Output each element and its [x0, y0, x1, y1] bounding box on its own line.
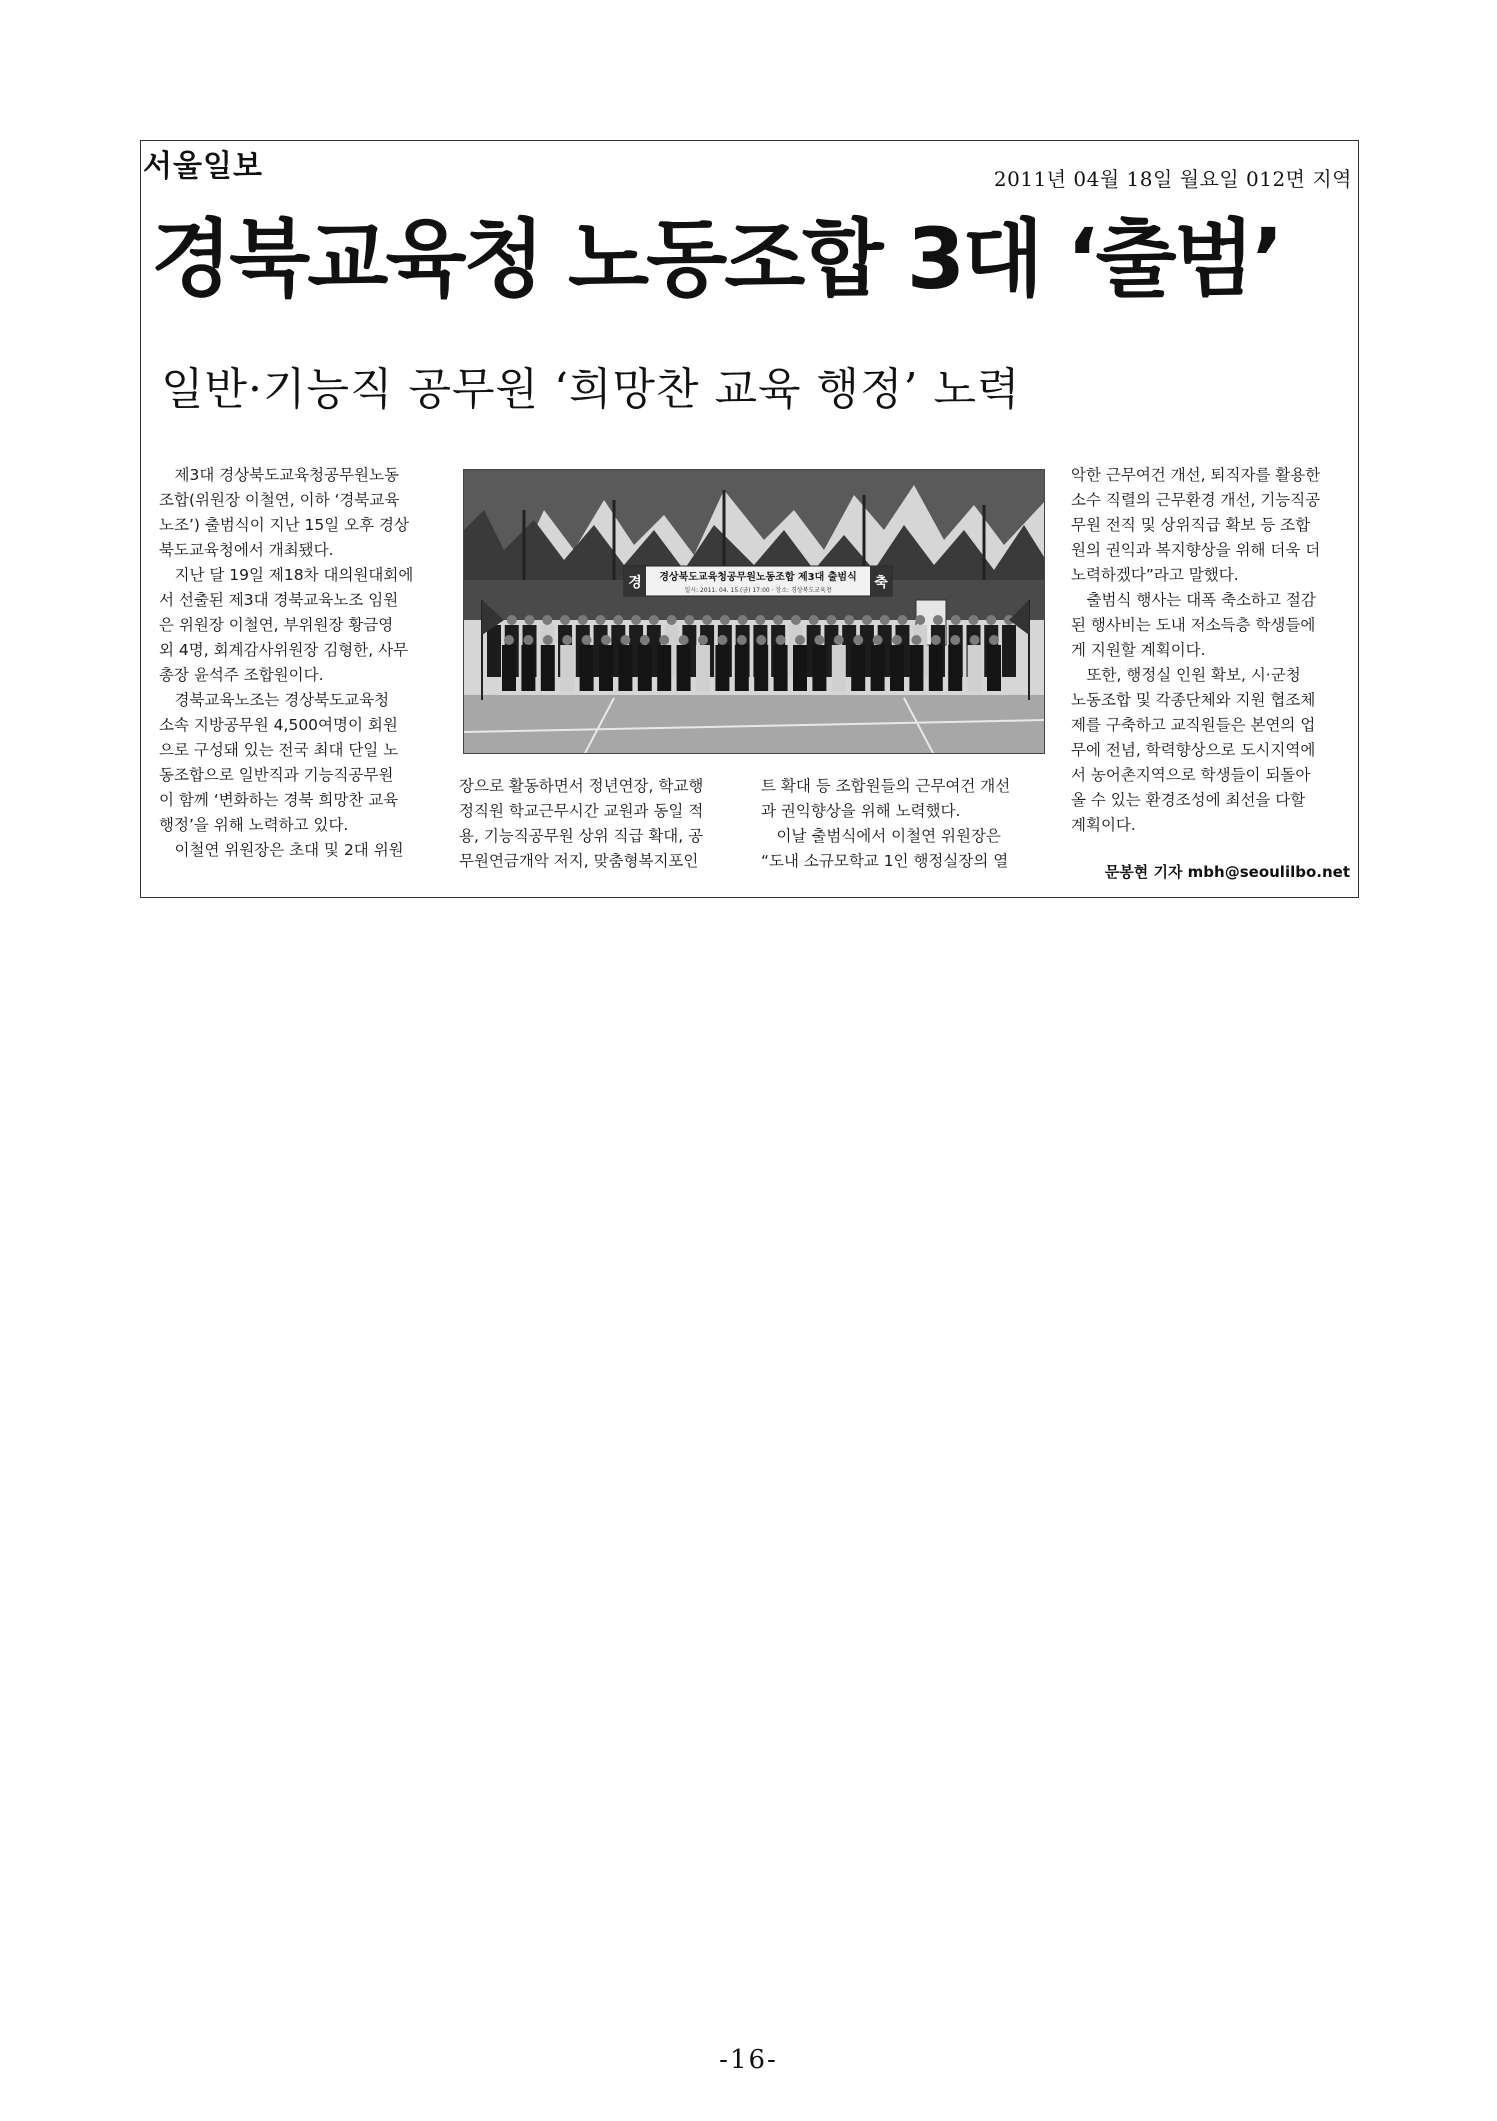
article-line: 소수 직렬의 근무환경 개선, 기능직공 [1071, 491, 1321, 509]
crowd-person-body [618, 645, 632, 691]
article-line: “도내 소규모학교 1인 행정실장의 열 [761, 852, 1009, 870]
crowd-person-head [523, 635, 533, 645]
byline: 문봉현 기자 mbh@seoulilbo.net [1104, 863, 1350, 881]
page-number: -16- [719, 2045, 778, 2075]
crowd-person-head [809, 615, 819, 625]
crowd-person-body [929, 645, 943, 691]
article-line: 무원 전직 및 상위직급 확보 등 조합 [1071, 516, 1311, 534]
crowd-person-head [601, 635, 611, 645]
article-line: 서 선출된 제3대 경북교육노조 임원 [159, 591, 399, 609]
banner-left-char: 경 [628, 575, 642, 591]
article-line: 외 4명, 회계감사위원장 김형한, 사무 [159, 641, 409, 659]
crowd-person-head [684, 615, 694, 625]
crowd-person-body [487, 625, 501, 677]
crowd-person-head [915, 615, 925, 625]
article-line: 트 확대 등 조합원들의 근무여건 개선 [761, 777, 1011, 795]
group-photo-image [464, 470, 1045, 754]
crowd-person-head [702, 615, 712, 625]
crowd-person-body [812, 645, 826, 691]
article-line: 또한, 행정실 인원 확보, 시·군청 [1071, 666, 1301, 684]
article-line: 이철연 위원장은 초대 및 2대 위원 [159, 841, 404, 859]
article-line: 노조’) 출범식이 지난 15일 오후 경상 [159, 516, 409, 534]
crowd-person-head [504, 635, 514, 645]
article-line: 된 행사비는 도내 저소득층 학생들에 [1071, 616, 1316, 634]
crowd-person-head [814, 635, 824, 645]
article-line: 행정’을 위해 노력하고 있다. [159, 816, 349, 834]
crowd-person-head [844, 615, 854, 625]
crowd-person-body [638, 645, 652, 691]
crowd-person-body [832, 645, 846, 691]
article-line: 경북교육노조는 경상북도교육청 [159, 691, 390, 709]
article-line: 장으로 활동하면서 정년연장, 학교행 [459, 777, 704, 795]
crowd-person-body [948, 645, 962, 691]
newspaper-name: 서울일보 [143, 149, 263, 184]
article-line: 무원연금개악 저지, 맞춤형복지포인 [459, 852, 699, 870]
crowd-person-body [968, 645, 982, 691]
crowd-person-head [738, 615, 748, 625]
crowd-person-head [791, 615, 801, 625]
crowd-person-body [580, 645, 594, 691]
crowd-person-head [989, 635, 999, 645]
crowd-person-head [773, 615, 783, 625]
crowd-person-head [525, 615, 535, 625]
article-line: 과 권익향상을 위해 노력했다. [761, 802, 961, 820]
article-line: 서 농어촌지역으로 학생들이 되돌아 [1071, 766, 1311, 784]
crowd-person-head [756, 635, 766, 645]
subheadline: 일반·기능직 공무원 ‘희망찬 교육 행정’ 노력 [161, 364, 1021, 415]
article-line: 원의 권익과 복지향상을 위해 더욱 더 [1071, 541, 1321, 559]
crowd-person-body [890, 645, 904, 691]
crowd-person-head [880, 615, 890, 625]
article-line: 지난 달 19일 제18차 대의원대회에 [159, 566, 414, 584]
article-column-4 [1071, 463, 1345, 838]
crowd-person-head [968, 615, 978, 625]
crowd-person-body [696, 645, 710, 691]
article-line: 게 지원할 계획이다. [1071, 641, 1206, 659]
crowd-person-body [677, 645, 691, 691]
article-column-3 [761, 774, 1041, 874]
crowd-person-body [560, 645, 574, 691]
article-line: 노동조합 및 각종단체와 지원 협조체 [1071, 691, 1316, 709]
banner-right-char: 축 [874, 575, 888, 591]
article-column-2 [459, 774, 739, 874]
article-line: 북도교육청에서 개최됐다. [159, 541, 334, 559]
crowd-person-body [541, 645, 555, 691]
crowd-person-head [986, 615, 996, 625]
crowd-person-head [562, 635, 572, 645]
article-line: 이날 출범식에서 이철연 위원장은 [761, 827, 1001, 845]
crowd-person-head [853, 635, 863, 645]
crowd-person-body [909, 645, 923, 691]
crowd-person-head [873, 635, 883, 645]
crowd-person-body [774, 645, 788, 691]
crowd-person-head [892, 635, 902, 645]
crowd-person-head [582, 635, 592, 645]
crowd-person-head [897, 615, 907, 625]
crowd-person-body [871, 645, 885, 691]
article-line: 제를 구축하고 교직원들은 본연의 업 [1071, 716, 1316, 734]
crowd-person-head [620, 635, 630, 645]
group-photo [463, 469, 1045, 754]
headline: 경북교육청 노동조합 3대 ‘출범’ [151, 210, 1281, 308]
crowd-person-head [542, 615, 552, 625]
crowd-person-head [931, 635, 941, 645]
crowd-person-head [667, 615, 677, 625]
crowd-person-head [933, 615, 943, 625]
crowd-person-head [613, 615, 623, 625]
article-line: 악한 근무여건 개선, 퇴직자를 활용한 [1071, 466, 1321, 484]
crowd-person-body [599, 645, 613, 691]
crowd-person-body [715, 645, 729, 691]
article-line: 올 수 있는 환경조성에 최선을 다할 [1071, 791, 1306, 809]
crowd-person-head [543, 635, 553, 645]
crowd-person-body [521, 645, 535, 691]
article-line: 노력하겠다”라고 말했다. [1071, 566, 1239, 584]
crowd-person-head [834, 635, 844, 645]
crowd-person-head [862, 615, 872, 625]
crowd-person-head [659, 635, 669, 645]
crowd-person-head [698, 635, 708, 645]
banner-subtext: 일시: 2011. 04. 15.(금) 17:00 · 장소: 경상북도교육청 [684, 587, 832, 594]
article-line: 총장 윤석주 조합원이다. [159, 666, 324, 684]
crowd-person-head [679, 635, 689, 645]
crowd-person-head [776, 635, 786, 645]
crowd-person-head [737, 635, 747, 645]
article-line: 동조합으로 일반직과 기능직공무원 [159, 766, 394, 784]
crowd-person-head [640, 635, 650, 645]
crowd-person-body [754, 645, 768, 691]
article-line: 으로 구성돼 있는 전국 최대 단일 노 [159, 741, 399, 759]
article-line: 용, 기능직공무원 상위 직급 확대, 공 [459, 827, 704, 845]
crowd-person-body [851, 645, 865, 691]
crowd-person-head [911, 635, 921, 645]
crowd-person-head [578, 615, 588, 625]
crowd-person-head [717, 635, 727, 645]
crowd-person-head [631, 615, 641, 625]
article-column-1 [159, 463, 429, 863]
article-line: 이 함께 ‘변화하는 경북 희망찬 교육 [159, 791, 399, 809]
crowd-person-head [951, 615, 961, 625]
article-line: 정직원 학교근무시간 교원과 동일 적 [459, 802, 704, 820]
crowd-person-head [795, 635, 805, 645]
crowd-person-head [560, 615, 570, 625]
dateline: 2011년 04월 18일 월요일 012면 지역 [993, 167, 1352, 191]
crowd-person-body [793, 645, 807, 691]
crowd-person-head [826, 615, 836, 625]
crowd-person-body [657, 645, 671, 691]
crowd-person-body [735, 645, 749, 691]
crowd-person-body [987, 645, 1001, 691]
crowd-person-head [649, 615, 659, 625]
banner-text: 경상북도교육청공무원노동조합 제3대 출범식 [659, 572, 857, 583]
crowd-person-body [502, 645, 516, 691]
article-line: 무에 전념, 학력향상으로 도시지역에 [1071, 741, 1316, 759]
article-line: 계획이다. [1071, 816, 1136, 834]
article-line: 은 위원장 이철연, 부위원장 황금영 [159, 616, 394, 634]
crowd-person-head [720, 615, 730, 625]
crowd-person-head [950, 635, 960, 645]
article-line: 소속 지방공무원 4,500여명이 회원 [159, 716, 398, 734]
crowd-person-body [1002, 625, 1016, 677]
crowd-person-head [970, 635, 980, 645]
crowd-person-head [507, 615, 517, 625]
article-line: 출범식 행사는 대폭 축소하고 절감 [1071, 591, 1316, 609]
crowd-person-head [755, 615, 765, 625]
crowd-person-head [596, 615, 606, 625]
news-clipping [140, 140, 1359, 898]
article-line: 제3대 경상북도교육청공무원노동 [159, 466, 399, 484]
article-line: 조합(위원장 이철연, 이하 ‘경북교육 [159, 491, 400, 509]
